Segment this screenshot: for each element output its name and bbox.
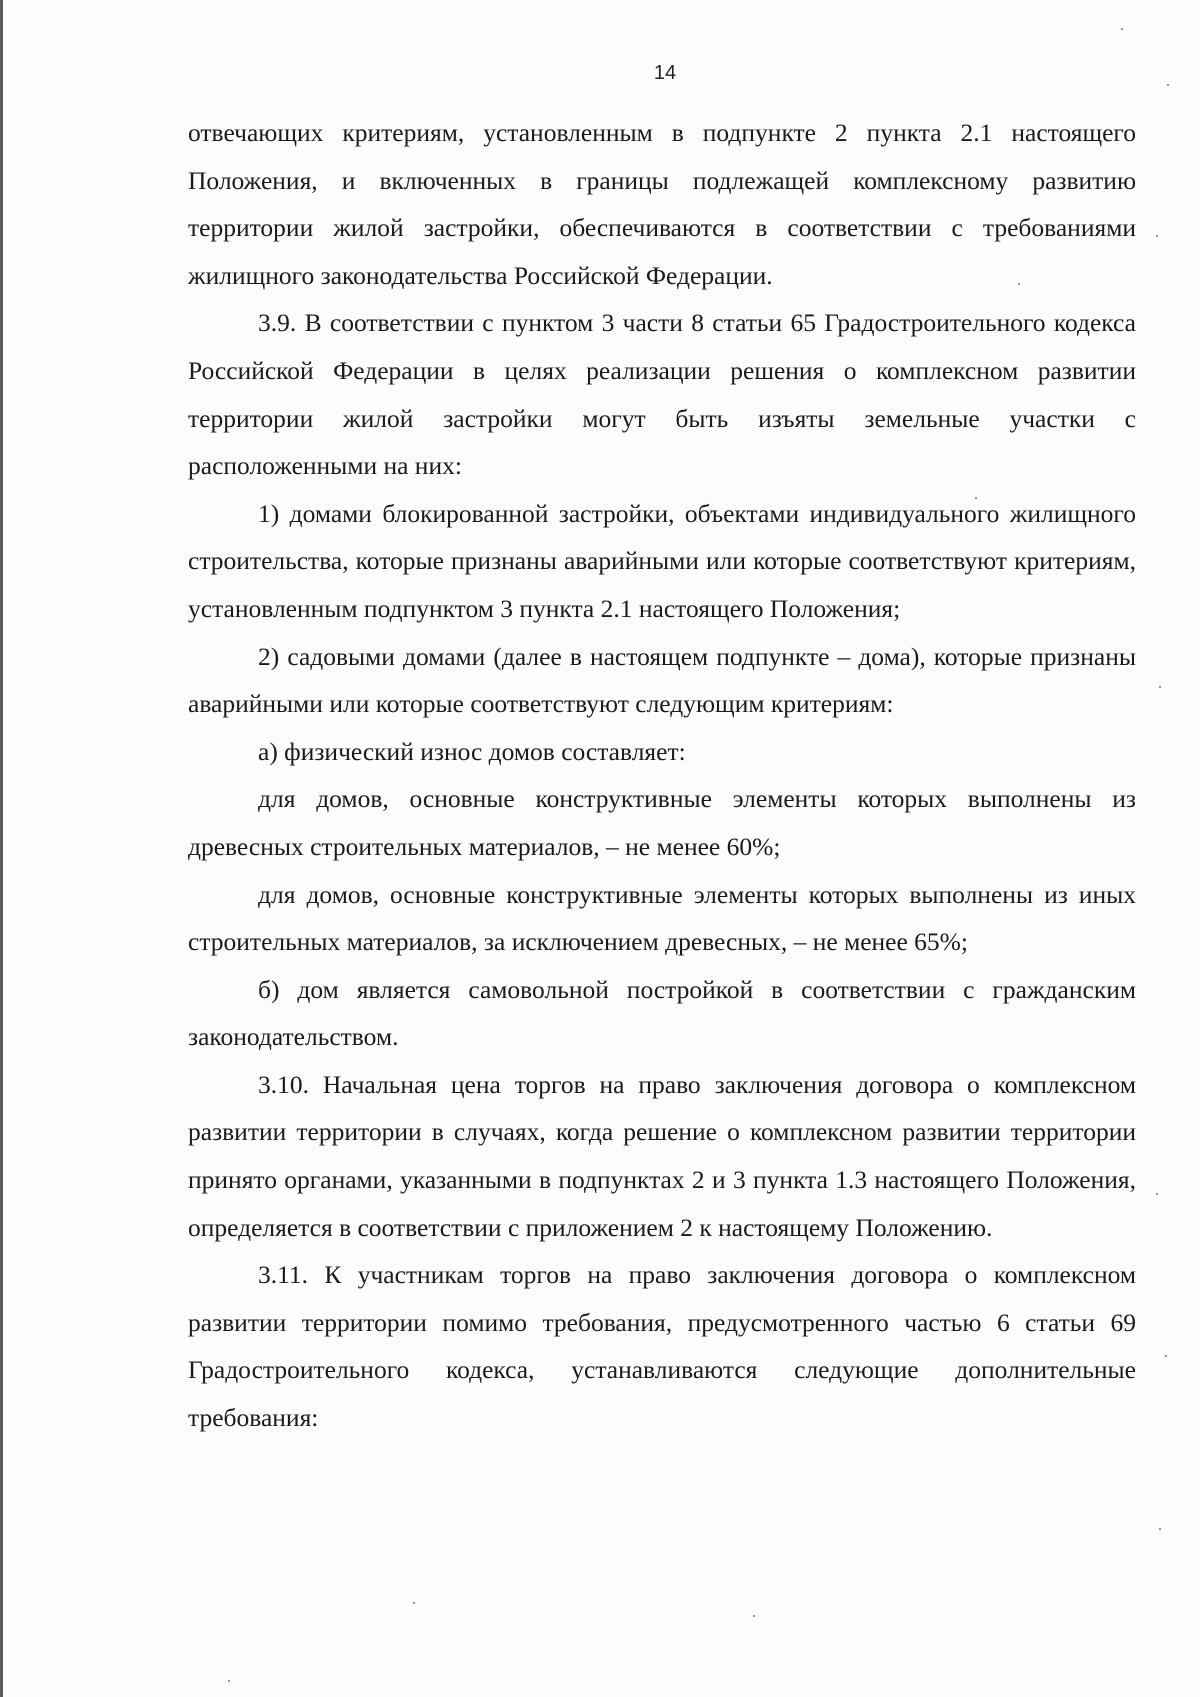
scan-speck: [1165, 1355, 1167, 1357]
paragraph-item-2: 2) садовыми домами (далее в настоящем подпункте – дома), которые признаны аварийными или которые соответствуют следующим критериям:: [188, 641, 1136, 719]
scan-speck: [1156, 235, 1158, 237]
paragraph-other-houses: для домов, основные конструктивные элементы которых выполнены из иных строительных материалов, за исключением древесных, – не менее 65%;: [188, 879, 1136, 957]
scan-speck: [975, 497, 977, 499]
scan-speck: [1121, 28, 1123, 30]
scan-speck: [753, 1615, 755, 1617]
document-body: [188, 109, 1136, 1442]
scan-speck: [1018, 283, 1020, 285]
scan-left-edge: [0, 0, 3, 1697]
scan-speck: [1156, 1193, 1158, 1195]
page-number: 14: [653, 62, 677, 84]
paragraph-wood-houses: для домов, основные конструктивные элементы которых выполнены из древесных строительных материалов, – не менее 60%;: [188, 784, 1136, 861]
paragraph-3-11: 3.11. К участникам торгов на право заключения договора о комплексном развитии территории помимо требования, предусмотренного частью 6 статьи 69 Градостроительного кодекса, устанавливаются следующие дополнительные требования:: [188, 1260, 1136, 1433]
paragraph-continuation: отвечающих критериям, установленным в подпункте 2 пункта 2.1 настоящего Положения, и включенных в границы подлежащей комплексному развитию территории жилой застройки, обеспечиваются в соответствии с требованиями жилищного законодательства Российской Федерации.: [188, 118, 1136, 290]
paragraph-subitem-a: а) физический износ домов составляет:: [258, 736, 686, 766]
scan-speck: [1159, 1528, 1161, 1530]
paragraph-subitem-b: б) дом является самовольной постройкой в соответствии с гражданским законодательством.: [188, 974, 1136, 1052]
scan-speck: [228, 1680, 230, 1682]
paragraph-3-9: 3.9. В соответствии с пунктом 3 части 8 статьи 65 Градостроительного кодекса Российской Федерации в целях реализации решения о комплексном развитии территории жилой застройки могут быть изъяты земельные участки с расположенными на них:: [188, 308, 1136, 481]
scan-speck: [1167, 84, 1169, 86]
scan-speck: [413, 1602, 415, 1604]
paragraph-item-1: 1) домами блокированной застройки, объектами индивидуального жилищного строительства, которые признаны аварийными или которые соответствуют критериям, установленным подпунктом 3 пункта 2.1 настоящего Положения;: [188, 498, 1136, 623]
scan-speck: [1159, 686, 1161, 688]
paragraph-3-10: 3.10. Начальная цена торгов на право заключения договора о комплексном развитии территории в случаях, когда решение о комплексном развитии территории принято органами, указанными в подпунктах 2 и 3 пункта 1.3 настоящего Положения, определяется в соответствии с приложением 2 к настоящему Положению.: [188, 1069, 1136, 1242]
